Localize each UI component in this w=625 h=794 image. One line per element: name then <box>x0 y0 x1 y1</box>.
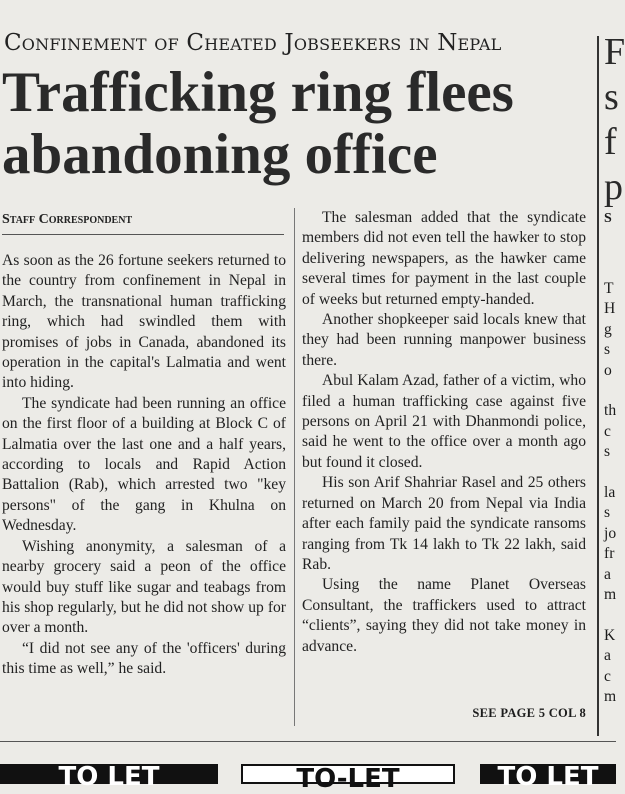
classified-ad-3: TO LET <box>480 764 616 784</box>
article-kicker: Confinement of Cheated Jobseekers in Nepal <box>4 30 502 56</box>
bottom-rule <box>0 741 616 742</box>
adjacent-headline-fragment <box>604 30 625 210</box>
continuation-jump: SEE PAGE 5 COL 8 <box>472 706 586 720</box>
fragment: c <box>604 422 611 440</box>
fragment: m <box>604 586 617 604</box>
paragraph: Wishing anonymity, a salesman of a nearby grocery said a peon of the office would buy stuff like sugar and teabags from his shop regularly, but he did not show up for over a month. <box>2 537 286 637</box>
article-column-2 <box>302 208 586 657</box>
fragment: F <box>604 31 625 73</box>
fragment: p <box>604 166 623 208</box>
fragment: s <box>604 504 611 522</box>
fragment: g <box>604 320 612 338</box>
paragraph: The syndicate had been running an office on the first floor of a building at Block C of Lalmatia over the last one and a half years, according to locals and Rapid Action Battalion (Rab), which arrested two "key persons" of the gang in Khulna on Wednesday. <box>2 394 286 535</box>
fragment <box>604 606 624 626</box>
fragment: la <box>604 484 616 502</box>
adjacent-body-fragment <box>604 279 624 708</box>
article-byline: Staff Correspondent <box>2 212 284 235</box>
fragment <box>604 463 624 483</box>
fragment: s <box>604 443 611 461</box>
sidebar-divider <box>597 36 599 736</box>
paragraph: Another shopkeeper said locals knew that they had been running manpower business there. <box>302 311 586 369</box>
article-headline <box>2 62 596 186</box>
fragment: a <box>604 565 611 583</box>
paragraph: Using the name Planet Overseas Consultant, the traffickers used to attract “clients”, saying they did not take money in advance. <box>302 576 586 655</box>
fragment: jo <box>604 524 617 542</box>
article-column-1 <box>2 251 286 680</box>
column-divider <box>294 208 295 726</box>
paragraph: “I did not see any of the 'officers' during this time as well,” he said. <box>2 639 286 678</box>
adjacent-byline-fragment: S <box>604 211 612 226</box>
fragment: o <box>604 361 612 379</box>
fragment: a <box>604 647 611 665</box>
headline-line-1: Trafficking ring flees <box>2 61 514 124</box>
fragment: c <box>604 667 611 685</box>
fragment: T <box>604 280 614 297</box>
paragraph: Abul Kalam Azad, father of a victim, who filed a human trafficking case against five persons on April 21 with Dhanmondi police, said he went to the office over a month ago but found it closed. <box>302 372 586 471</box>
fragment: f <box>604 121 617 163</box>
fragment: m <box>604 688 617 706</box>
classified-ad-2: TO-LET <box>241 764 455 784</box>
fragment <box>604 381 624 401</box>
paragraph: As soon as the 26 fortune seekers returned to the country from confinement in Nepal in March, the transnational human trafficking ring, which had swindled them with promises of jobs in Canada, abandoned its operation in the capital's Lalmatia and went into hiding. <box>2 252 286 392</box>
headline-line-2: abandoning office <box>2 123 438 186</box>
fragment: K <box>604 626 616 644</box>
fragment: H <box>604 300 616 318</box>
paragraph: His son Arif Shahriar Rasel and 25 others returned on March 20 from Nepal via India after each family paid the syndicate ransoms ranging from Tk 14 lakh to Tk 22 lakh, said Rab. <box>302 474 586 573</box>
fragment: s <box>604 341 611 359</box>
fragment: th <box>604 402 617 420</box>
fragment: s <box>604 76 619 118</box>
fragment: fr <box>604 545 615 563</box>
classified-ad-1: TO LET <box>0 764 218 784</box>
paragraph: The salesman added that the syndicate members did not even tell the hawker to stop delivering newspapers, as the hawker came several times for payment in the last couple of weeks but returned empty-handed. <box>302 209 586 308</box>
